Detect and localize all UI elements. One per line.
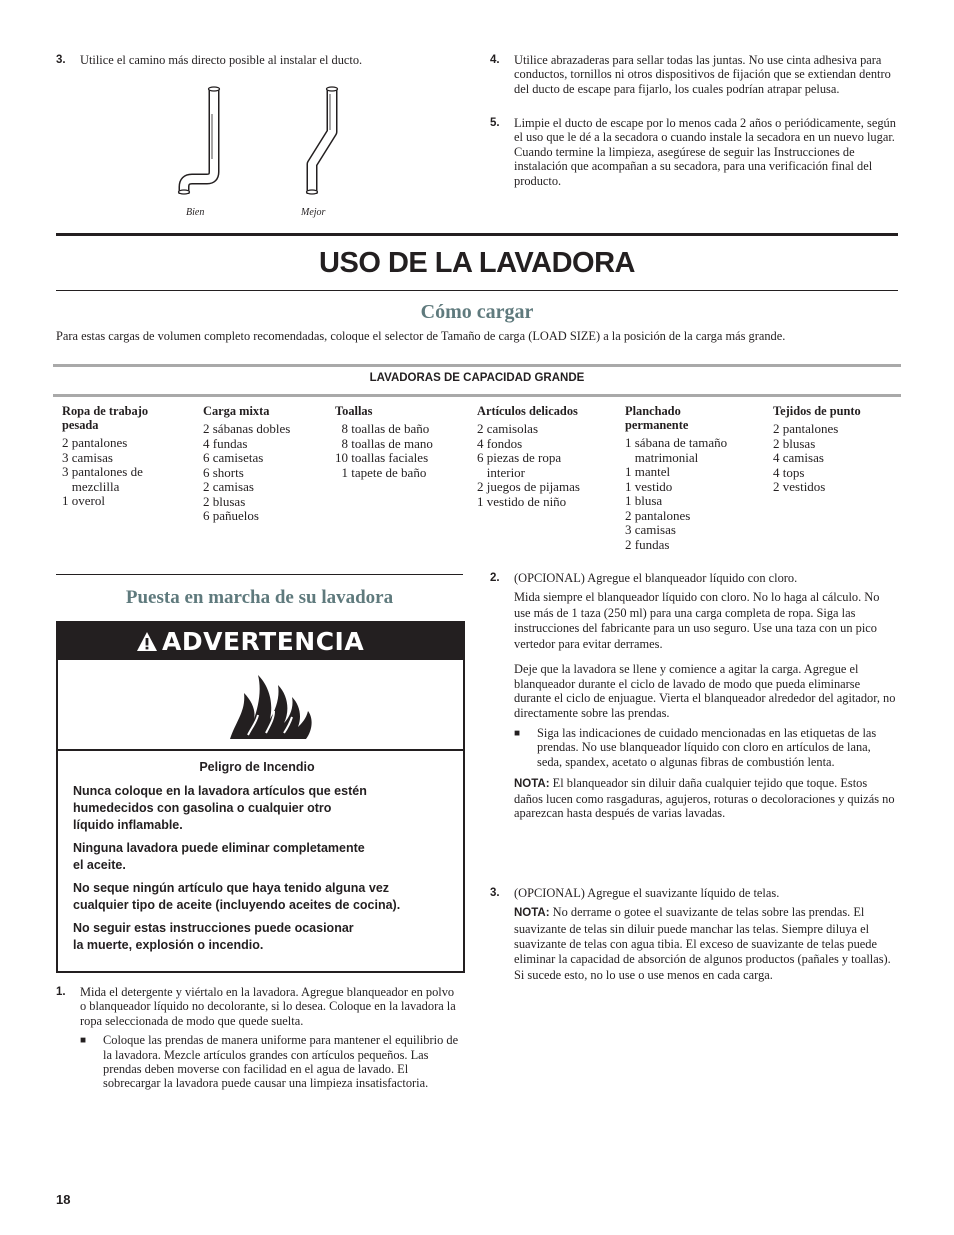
warning-banner	[58, 623, 463, 660]
caption-better: Mejor	[301, 207, 326, 218]
duct-step-3: 3. Utilice el camino más directo posible al instalar el ducto.	[56, 53, 363, 67]
load-item: 1 vestido	[625, 478, 673, 494]
load-item: 4 tops	[773, 464, 805, 480]
page-number: 18	[56, 1192, 71, 1207]
load-column-header: Planchado permanente	[625, 404, 689, 432]
bleach-note: NOTA: El blanqueador sin diluir daña cualquier tejido que toque. Estos daños lucen como rasgaduras, agujeros, roturas o decoloraciones y quizás no aparezcan hasta después de varias lavadas.	[514, 776, 895, 821]
load-column-header: Ropa de trabajo pesada	[62, 404, 149, 432]
load-item: 1 tapete de baño	[335, 464, 427, 480]
warning-triangle-icon	[136, 631, 158, 652]
load-item: 10 toallas faciales	[335, 450, 429, 465]
duct-step-5: 5. Limpie el ducto de escape por lo menos cada 2 años o periódicamente, según el uso que le dé a la secadora o cuando instale la secadora en un nuevo lugar. Cuando termine la limpieza, asegúrese de seguir las Instrucciones de instalación que acompañan a su secadora, para una verificación final del producto.	[490, 116, 896, 188]
wash-step-1: 1. Mida el detergente y viértalo en la lavadora. Agregue blanqueador en polvo o blanqueador líquido no decolorante, si lo desea. Coloque en la lavadora la ropa seleccionada de modo que quede suelta. ■ Coloque las prendas de manera uniforme para mantener el equilibrio de la lavadora. Mezcle artículos grandes con artículos pequeños. Las prendas deben moverse con facilidad en el agua de lavado. El sobrecargar la lavadora puede causar una limpieza insatisfactoria.	[56, 985, 462, 1091]
loading-intro: Para estas cargas de volumen completo recomendadas, coloque el selector de Tamaño de carga (LOAD SIZE) a la posición de la carga más grande.	[56, 329, 786, 343]
load-item: 1 mantel	[625, 464, 671, 479]
warning-banner-label: ADVERTENCIA	[162, 627, 365, 656]
duct-better-illustration	[296, 84, 346, 199]
load-column-items	[62, 436, 148, 509]
warning-p4: No seguir estas instrucciones puede ocasionar la muerte, explosión o incendio.	[73, 921, 354, 952]
load-item: 2 vestidos	[773, 479, 826, 494]
startup-heading: Puesta en marcha de su lavadora	[125, 587, 394, 608]
load-column-header: Tejidos de punto	[773, 404, 861, 418]
load-item: 8 toallas de mano	[335, 435, 433, 451]
load-column	[477, 404, 580, 509]
load-item: 6 shorts	[203, 464, 244, 480]
load-item: 6 camisetas	[203, 450, 264, 465]
load-item: 2 camisas	[203, 479, 254, 494]
load-column-items	[477, 422, 580, 509]
warning-box	[56, 621, 465, 973]
load-item: 2 camisolas	[477, 421, 539, 436]
load-item: 3 camisas	[62, 449, 113, 465]
bullet-icon: ■	[80, 1035, 87, 1047]
load-item: 6 piezas de ropa	[477, 450, 562, 465]
load-item: 1 blusa	[625, 493, 663, 508]
load-item: 4 camisas	[773, 450, 824, 465]
load-item: interior	[477, 464, 526, 480]
wash-step-1-bullet: ■ Coloque las prendas de manera uniforme para mantener el equilibrio de la lavadora. Mezcle artículos grandes con artículos pequeños. Las prendas deben moverse con facilidad en el agua de lavado. El sobrecargar la lavadora puede causar una limpieza insatisfactoria.	[80, 1033, 459, 1091]
caption-good: Bien	[186, 207, 205, 218]
load-column	[62, 404, 148, 509]
startup-rule	[56, 574, 463, 575]
load-item: mezclilla	[62, 478, 120, 494]
load-item: 3 camisas	[625, 522, 676, 537]
load-item: 1 overol	[62, 493, 105, 508]
load-item: 3 pantalones de	[62, 464, 143, 479]
title-rule-top	[56, 233, 898, 236]
table-rule-top	[53, 364, 901, 367]
load-column-items	[773, 422, 861, 495]
title-rule-bottom	[56, 290, 898, 291]
load-item: 2 blusas	[203, 493, 246, 509]
load-item: 1 sábana de tamaño	[625, 435, 728, 450]
load-column-header: Artículos delicados	[477, 404, 578, 418]
fire-icon	[228, 671, 318, 741]
load-item: matrimonial	[625, 449, 699, 465]
wash-step-2-bullet: ■ Siga las indicaciones de cuidado mencionadas en las etiquetas de las prendas. No use blanqueador líquido con cloro en artículos de lana, seda, spandex, acetato o algunas fibras de combustión lenta.	[514, 726, 877, 769]
bullet-icon: ■	[514, 728, 521, 740]
load-column-header: Carga mixta	[203, 404, 270, 418]
load-item: 2 pantalones	[773, 421, 839, 436]
load-item: 1 vestido de niño	[477, 493, 567, 509]
wash-step-3: 3. (OPCIONAL) Agregue el suavizante líquido de telas. NOTA: No derrame o gotee el suavizante de telas sobre las prendas. El suavizante de telas sin diluir puede manchar las telas. Siempre diluya el suavizante de telas con agua tibia. El exceso de suavizante de telas puede eliminar la capacidad de absorción de algunos productos (pañales y toallas). Si sucede esto, no lo use o use menos en cada carga.	[490, 886, 898, 983]
table-rule-mid	[53, 394, 901, 397]
warning-title: Peligro de Incendio	[199, 760, 315, 774]
load-column	[773, 404, 861, 495]
load-item: 4 fondos	[477, 435, 523, 451]
load-item: 2 pantalones	[625, 507, 691, 523]
load-column	[335, 404, 433, 480]
load-item: 8 toallas de baño	[335, 421, 430, 436]
table-title: LAVADORAS DE CAPACIDAD GRANDE	[369, 372, 585, 384]
page-title: USO DE LA LAVADORA	[319, 247, 635, 279]
load-column-items	[625, 436, 727, 552]
load-item: 2 fundas	[625, 536, 670, 552]
load-column-header: Toallas	[335, 404, 373, 418]
duct-good-illustration	[170, 84, 240, 199]
load-item: 2 sábanas dobles	[203, 421, 291, 436]
load-item: 2 blusas	[773, 435, 816, 451]
load-column-items	[203, 422, 290, 524]
load-item: 2 pantalones	[62, 435, 128, 450]
load-column	[625, 404, 727, 552]
loading-heading: Cómo cargar	[420, 301, 534, 323]
wash-step-2: 2. (OPCIONAL) Agregue el blanqueador líquido con cloro. Mida siempre el blanqueador líquido con cloro. No lo haga al cálculo. No use más de 1 taza (250 ml) para una carga completa de ropa. Siga las instrucciones del fabricante para un uso seguro. Use una taza con un pico vertedor para evitar derrames. Deje que la lavadora se llene y comience a agitar la carga. Agregue el blanqueador durante el ciclo de lavado de modo que pueda eliminarse durante el ciclo de enjuague. Vierta el blanqueador alrededor del agitador, no directamente sobre las prendas. ■ Siga las indicaciones de cuidado mencionadas en las etiquetas de las prendas. No use blanqueador líquido con cloro en artículos de lana, seda, spandex, acetato o algunas fibras de combustión lenta. NOTA: El blanqueador sin diluir daña cualquier tejido que toque. Estos daños lucen como rasgaduras, agujeros, roturas o decoloraciones y quizás no aparezcan hasta después de varias lavadas.	[490, 571, 898, 820]
load-item: 2 juegos de pijamas	[477, 479, 580, 494]
warning-p2: Ninguna lavadora puede eliminar completamente el aceite.	[73, 841, 365, 872]
warning-text	[73, 759, 458, 954]
softener-note: NOTA: No derrame o gotee el suavizante de telas sobre las prendas. El suavizante de telas sin diluir puede manchar las telas. Siempre diluya el suavizante de telas con agua tibia. El exceso de suavizante de telas puede eliminar la capacidad de absorción de algunos productos (pañales y toallas). Si sucede esto, no lo use o use menos en cada carga.	[514, 905, 891, 982]
load-column	[203, 404, 290, 524]
duct-step-4: 4. Utilice abrazaderas para sellar todas las juntas. No use cinta adhesiva para conductos, tornillos ni otros dispositivos de fijación que se extiendan dentro del ducto de escape para fijarlo, los cuales podrían atrapar pelusa.	[490, 53, 891, 96]
warning-p3: No seque ningún artículo que haya tenido alguna vez cualquier tipo de aceite (incluyendo aceites de cocina).	[73, 881, 401, 912]
load-item: 6 pañuelos	[203, 508, 259, 523]
load-item: 4 fundas	[203, 435, 248, 451]
load-column-items	[335, 422, 433, 480]
warning-p1: Nunca coloque en la lavadora artículos que estén humedecidos con gasolina o cualquier otro líquido inflamable.	[73, 784, 367, 832]
